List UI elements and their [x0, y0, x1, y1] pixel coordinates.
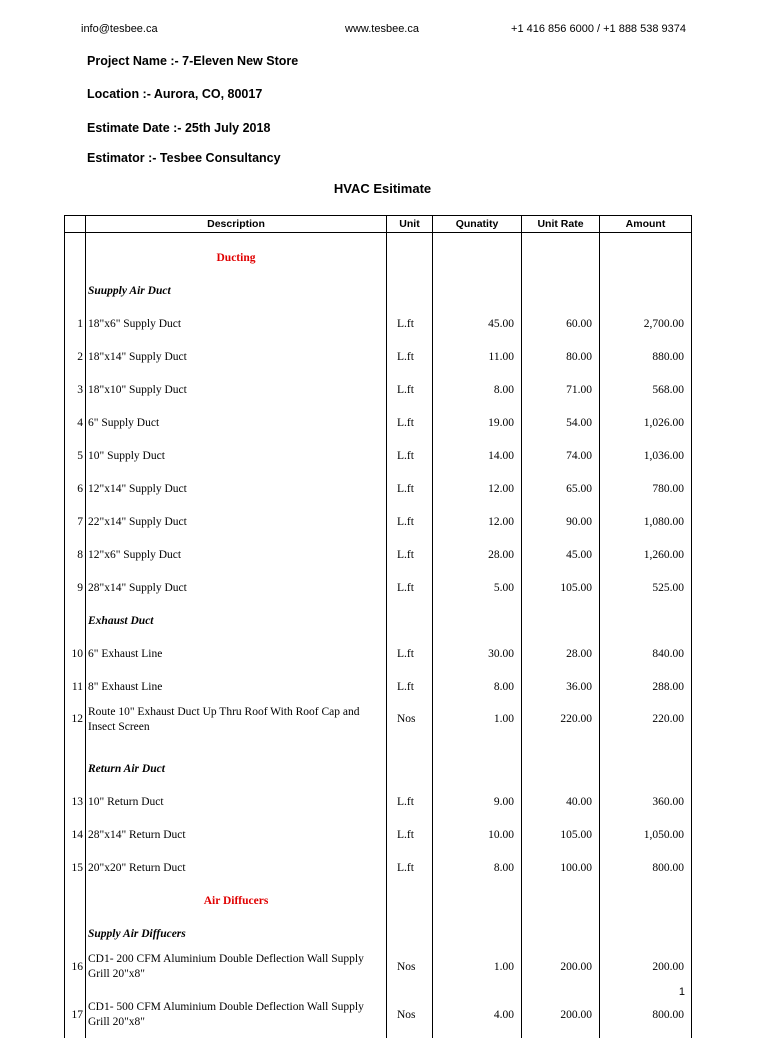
table-row: 6 12"x14" Supply Duct L.ft 12.00 65.00 780.00 [65, 464, 692, 497]
table-row: 15 20"x20" Return Duct L.ft 8.00 100.00 800.00 [65, 843, 692, 876]
subsection-return-air-duct: Return Air Duct [86, 744, 387, 777]
estimator: Estimator :- Tesbee Consultancy [87, 151, 281, 165]
section-ducting: Ducting [86, 233, 387, 267]
estimate-table [64, 215, 692, 1038]
table-row: 11 8" Exhaust Line L.ft 8.00 36.00 288.00 [65, 662, 692, 695]
subsection-exhaust-duct: Exhaust Duct [86, 596, 387, 629]
subsection-row [65, 596, 692, 629]
table-header-row [65, 216, 692, 233]
table-row: 14 28"x14" Return Duct L.ft 10.00 105.00 1,050.00 [65, 810, 692, 843]
header-website: www.tesbee.ca [345, 23, 419, 35]
col-header-unit-rate: Unit Rate [522, 216, 600, 233]
col-header-unit: Unit [387, 216, 433, 233]
section-row [65, 876, 692, 909]
table-row: 4 6" Supply Duct L.ft 19.00 54.00 1,026.00 [65, 398, 692, 431]
col-header-amount: Amount [600, 216, 692, 233]
header-phone: +1 416 856 6000 / +1 888 538 9374 [511, 23, 686, 35]
subsection-row [65, 909, 692, 942]
page-number: 1 [678, 986, 685, 998]
location: Location :- Aurora, CO, 80017 [87, 87, 263, 101]
table-row: 3 18"x10" Supply Duct L.ft 8.00 71.00 568.00 [65, 365, 692, 398]
table-row: 1 18"x6" Supply Duct L.ft 45.00 60.00 2,700.00 [65, 299, 692, 332]
table-row: 7 22"x14" Supply Duct L.ft 12.00 90.00 1,080.00 [65, 497, 692, 530]
table-row: 9 28"x14" Supply Duct L.ft 5.00 105.00 525.00 [65, 563, 692, 596]
table-row: 13 10" Return Duct L.ft 9.00 40.00 360.00 [65, 777, 692, 810]
table-row: 17 CD1- 500 CFM Aluminium Double Deflection Wall Supply Grill 20"x8" Nos 4.00 200.00 800.00 [65, 992, 692, 1038]
col-header-description: Description [86, 216, 387, 233]
table-row: 2 18"x14" Supply Duct L.ft 11.00 80.00 880.00 [65, 332, 692, 365]
table-row: 10 6" Exhaust Line L.ft 30.00 28.00 840.00 [65, 629, 692, 662]
table-row: 12 Route 10" Exhaust Duct Up Thru Roof With Roof Cap and Insect Screen Nos 1.00 220.00 220.00 [65, 695, 692, 744]
table-row: 8 12"x6" Supply Duct L.ft 28.00 45.00 1,260.00 [65, 530, 692, 563]
subsection-supply-air-duct: Suupply Air Duct [86, 266, 387, 299]
subsection-row [65, 744, 692, 777]
section-row [65, 233, 692, 267]
subsection-row [65, 266, 692, 299]
project-name: Project Name :- 7-Eleven New Store [87, 54, 299, 68]
estimate-title: HVAC Esitimate [333, 181, 432, 196]
section-air-diffusers: Air Diffucers [86, 876, 387, 909]
subsection-supply-air-diffusers: Supply Air Diffucers [86, 909, 387, 942]
table-row: 5 10" Supply Duct L.ft 14.00 74.00 1,036.00 [65, 431, 692, 464]
table-row: 16 CD1- 200 CFM Aluminium Double Deflection Wall Supply Grill 20"x8" Nos 1.00 200.00 200.00 [65, 942, 692, 992]
col-header-quantity: Qunatity [433, 216, 522, 233]
estimate-date: Estimate Date :- 25th July 2018 [87, 121, 271, 135]
col-header-no [65, 216, 86, 233]
header-email: info@tesbee.ca [81, 23, 158, 35]
